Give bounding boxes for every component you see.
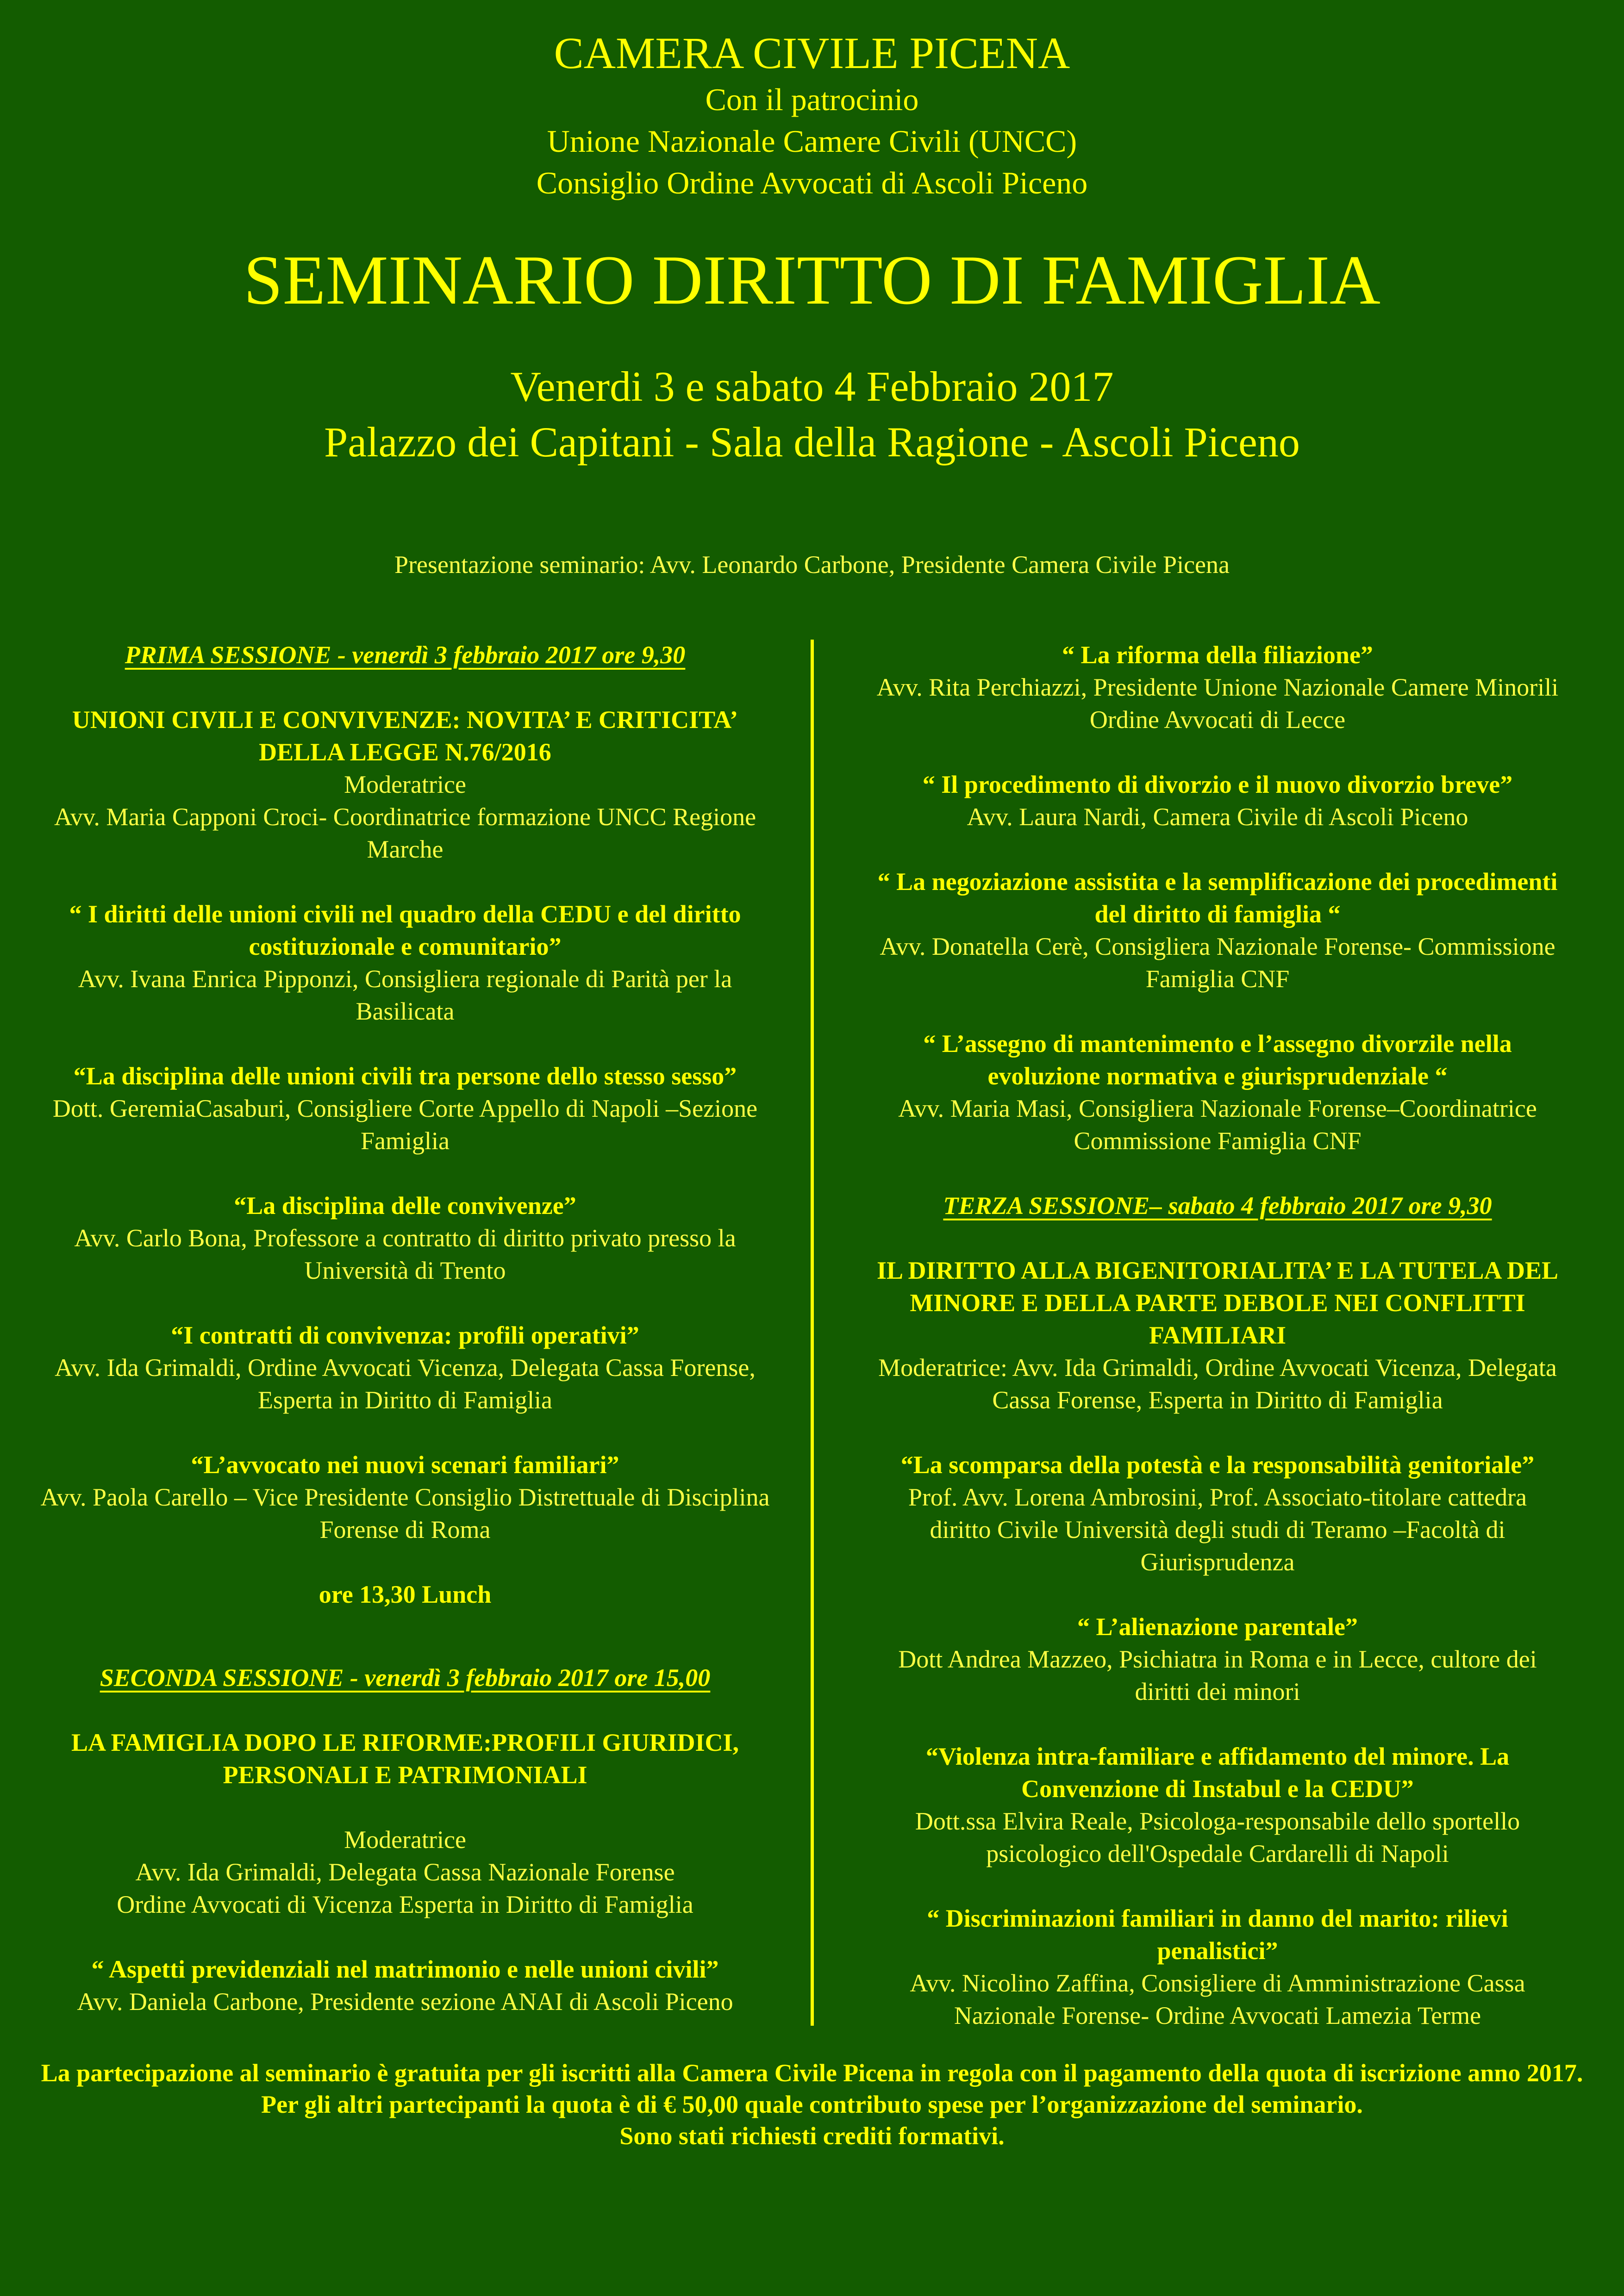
talk-speaker: Nazionale Forense- Ordine Avvocati Lamezia Terme [954, 2002, 1481, 2029]
talk-title: “I contratti di convivenza: profili operativi” [171, 1321, 639, 1349]
footer-notes [0, 2057, 1624, 2152]
talk-speaker: Giurisprudenza [1140, 1548, 1295, 1576]
talk-title: “L’avvocato nei nuovi scenari familiari” [191, 1451, 619, 1479]
moderator: Avv. Maria Capponi Croci- Coordinatrice formazione UNCC Regione [54, 803, 756, 831]
talk-speaker: psicologico dell'Ospedale Cardarelli di Napoli [986, 1840, 1449, 1867]
talk-speaker: Famiglia [361, 1127, 450, 1155]
moderator: Avv. Ida Grimaldi, Delegata Cassa Nazionale Forense [135, 1858, 675, 1886]
column-divider [811, 640, 814, 2026]
talk-speaker: diritto Civile Università degli studi di Teramo –Facoltà di [930, 1516, 1505, 1543]
talk-speaker: Avv. Maria Masi, Consigliera Nazionale Forense–Coordinatrice [898, 1095, 1537, 1122]
session-topic: DELLA LEGGE N.76/2016 [259, 738, 551, 766]
talk-item [831, 639, 1604, 736]
session-topic: LA FAMIGLIA DOPO LE RIFORME:PROFILI GIURIDICI, [71, 1729, 739, 1756]
talk-speaker: diritti dei minori [1135, 1678, 1300, 1705]
talk-title: “La disciplina delle convivenze” [234, 1192, 576, 1220]
footer-line: Per gli altri partecipanti la quota è di € 50,00 quale contributo spese per l’organizzazione del seminario. [261, 2091, 1363, 2118]
event-info [0, 359, 1624, 470]
talk-speaker: Avv. Rita Perchiazzi, Presidente Unione Nazionale Camere Minorili [876, 673, 1559, 701]
footer-line: La partecipazione al seminario è gratuita per gli iscritti alla Camera Civile Picena in regola con il pagamento della quota di iscrizione anno 2017. [41, 2059, 1583, 2087]
talk-title: “ Aspetti previdenziali nel matrimonio e nelle unioni civili” [91, 1955, 719, 1983]
talk-speaker: Avv. Daniela Carbone, Presidente sezione ANAI di Ascoli Piceno [77, 1988, 733, 2016]
talk-speaker: Avv. Ivana Enrica Pipponzi, Consigliera regionale di Parità per la [78, 965, 732, 993]
talk-item [19, 1953, 792, 2018]
talk-speaker: Avv. Nicolino Zaffina, Consigliere di Amministrazione Cassa [910, 1969, 1525, 1997]
talk-speaker: Avv. Ida Grimaldi, Ordine Avvocati Vicenza, Delegata Cassa Forense, [55, 1354, 756, 1381]
talk-title: “ L’assegno di mantenimento e l’assegno divorzile nella [923, 1030, 1512, 1058]
left-column [19, 639, 792, 2018]
talk-speaker: Basilicata [356, 997, 455, 1025]
talk-title: evoluzione normativa e giurisprudenziale “ [987, 1062, 1448, 1090]
talk-speaker: Prof. Avv. Lorena Ambrosini, Prof. Associato-titolare cattedra [908, 1483, 1527, 1511]
session-topic: UNIONI CIVILI E CONVIVENZE: NOVITA’ E CRITICITA’ [72, 706, 738, 734]
talk-speaker: Famiglia CNF [1145, 965, 1290, 993]
talk-speaker: Ordine Avvocati di Lecce [1089, 706, 1346, 734]
talk-item [831, 1740, 1604, 1870]
talk-item [19, 898, 792, 1027]
talk-item [831, 768, 1604, 833]
talk-item [831, 1902, 1604, 2032]
talk-item [19, 1449, 792, 1546]
talk-speaker: Avv. Carlo Bona, Professore a contratto di diritto privato presso la [74, 1224, 736, 1252]
talk-item [831, 1449, 1604, 1578]
presentation-line: Presentazione seminario: Avv. Leonardo Carbone, Presidente Camera Civile Picena [394, 551, 1230, 579]
talk-speaker: Dott.ssa Elvira Reale, Psicologa-responsabile dello sportello [915, 1807, 1520, 1835]
talk-title: del diritto di famiglia “ [1094, 900, 1341, 928]
session-heading-3: TERZA SESSIONE– sabato 4 febbraio 2017 ore 9,30 [943, 1192, 1492, 1220]
talk-speaker: Commissione Famiglia CNF [1074, 1127, 1362, 1155]
talk-title: Convenzione di Instabul e la CEDU” [1021, 1775, 1414, 1803]
patronage-line: Unione Nazionale Camere Civili (UNCC) [547, 124, 1077, 159]
talk-item [831, 1611, 1604, 1708]
moderator: Marche [367, 835, 443, 863]
talk-item [831, 865, 1604, 995]
talk-speaker: Dott Andrea Mazzeo, Psichiatra in Roma e in Lecce, cultore dei [898, 1645, 1537, 1673]
talk-speaker: Università di Trento [304, 1257, 506, 1284]
talk-title: “ I diritti delle unioni civili nel quadro della CEDU e del diritto [69, 900, 741, 928]
talk-speaker: Dott. GeremiaCasaburi, Consigliere Corte Appello di Napoli –Sezione [52, 1095, 758, 1122]
moderator: Ordine Avvocati di Vicenza Esperta in Diritto di Famiglia [117, 1891, 693, 1918]
page-title: SEMINARIO DIRITTO DI FAMIGLIA [244, 241, 1380, 319]
talk-item [19, 1319, 792, 1416]
header [0, 28, 1624, 204]
talk-speaker: Esperta in Diritto di Famiglia [258, 1386, 552, 1414]
talk-title: “ La riforma della filiazione” [1062, 641, 1373, 669]
moderator-label: Moderatrice [344, 771, 466, 798]
talk-title: “Violenza intra-familiare e affidamento del minore. La [925, 1742, 1510, 1770]
talk-item [19, 1189, 792, 1287]
talk-item [19, 1060, 792, 1157]
footer-line: Sono stati richiesti crediti formativi. [619, 2122, 1005, 2150]
session-heading-2: SECONDA SESSIONE - venerdì 3 febbraio 2017 ore 15,00 [100, 1664, 711, 1692]
talk-title: penalistici” [1157, 1937, 1278, 1965]
talk-title: costituzionale e comunitario” [249, 933, 562, 960]
talk-speaker: Avv. Paola Carello – Vice Presidente Consiglio Distrettuale di Disciplina [40, 1483, 770, 1511]
session-topic: MINORE E DELLA PARTE DEBOLE NEI CONFLITTI [910, 1289, 1525, 1317]
talk-title: “ Il procedimento di divorzio e il nuovo divorzio breve” [922, 771, 1513, 798]
session-heading-1: PRIMA SESSIONE - venerdì 3 febbraio 2017 ore 9,30 [125, 641, 686, 669]
session-topic: FAMILIARI [1149, 1321, 1286, 1349]
talk-title: “La scomparsa della potestà e la responsabilità genitoriale” [900, 1451, 1535, 1479]
lunch-break: ore 13,30 Lunch [319, 1580, 492, 1608]
moderator: Moderatrice: Avv. Ida Grimaldi, Ordine Avvocati Vicenza, Delegata [878, 1354, 1557, 1381]
talk-item [831, 1027, 1604, 1157]
talk-speaker: Avv. Donatella Cerè, Consigliera Nazionale Forense- Commissione [880, 933, 1555, 960]
talk-speaker: Avv. Laura Nardi, Camera Civile di Ascoli Piceno [967, 803, 1468, 831]
patronage-line: Con il patrocinio [705, 82, 919, 117]
event-dates: Venerdi 3 e sabato 4 Febbraio 2017 [510, 363, 1114, 410]
session-topic: IL DIRITTO ALLA BIGENITORIALITA’ E LA TUTELA DEL [876, 1257, 1559, 1284]
right-column [831, 639, 1604, 2032]
session-topic: PERSONALI E PATRIMONIALI [223, 1761, 587, 1789]
moderator: Cassa Forense, Esperta in Diritto di Famiglia [992, 1386, 1443, 1414]
organization-name: CAMERA CIVILE PICENA [554, 28, 1070, 78]
talk-title: “ Discriminazioni familiari in danno del marito: rilievi [927, 1904, 1508, 1932]
talk-title: “La disciplina delle unioni civili tra persone dello stesso sesso” [73, 1062, 737, 1090]
talk-speaker: Forense di Roma [319, 1516, 491, 1543]
patronage-line: Consiglio Ordine Avvocati di Ascoli Piceno [536, 165, 1088, 200]
event-venue: Palazzo dei Capitani - Sala della Ragione - Ascoli Piceno [324, 418, 1300, 466]
moderator-label: Moderatrice [344, 1826, 466, 1854]
talk-title: “ La negoziazione assistita e la semplificazione dei procedimenti [877, 868, 1558, 896]
talk-title: “ L’alienazione parentale” [1077, 1613, 1358, 1641]
